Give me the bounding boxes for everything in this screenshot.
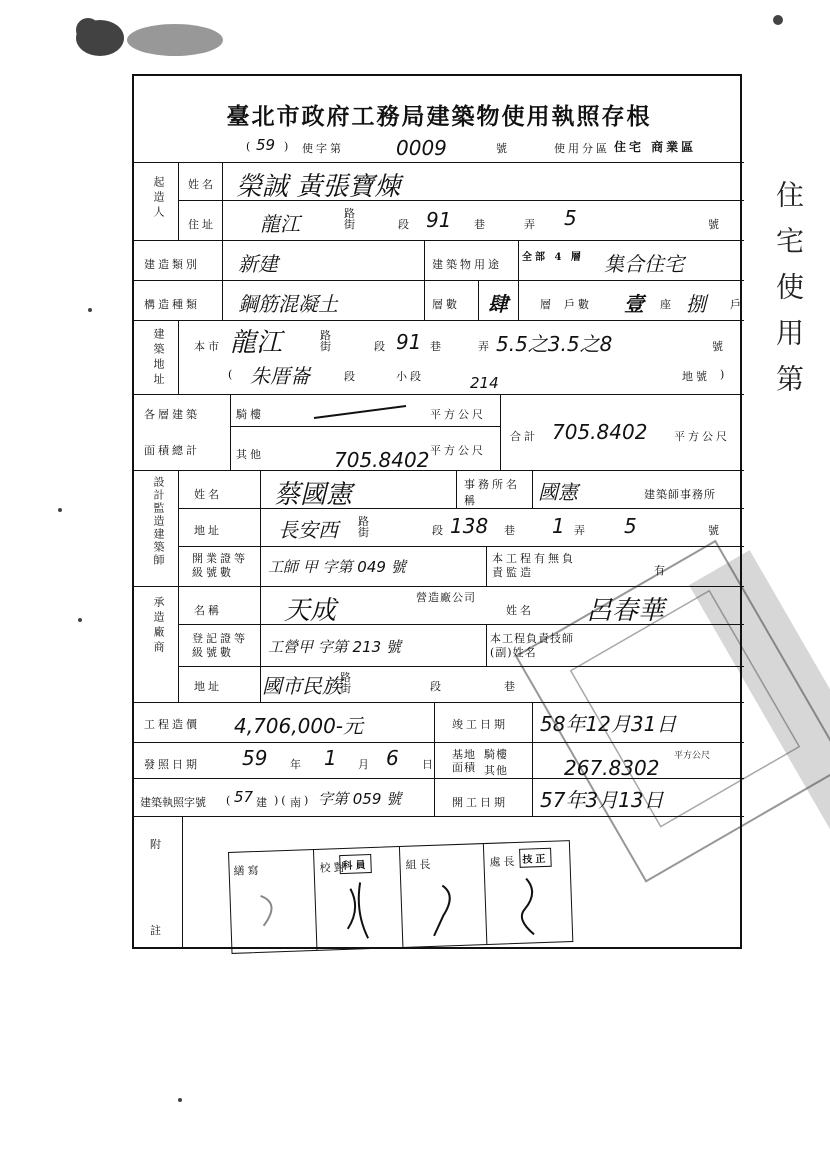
area-other-label: 其他	[236, 448, 264, 461]
permit-year: 59	[256, 136, 276, 154]
area-roof-label: 騎樓	[236, 408, 264, 421]
floor-unit: 層	[540, 298, 554, 311]
owner-lane-value: 91	[426, 208, 452, 232]
contractor-name-value: 天成	[284, 596, 337, 626]
area-other-unit: 平方公尺	[430, 444, 486, 457]
structure-label: 構造種類	[144, 298, 200, 311]
site-paren-close: )	[720, 368, 728, 381]
site-subsection: 小段	[396, 370, 424, 383]
permit-ref-number: 字第 059 號	[318, 790, 402, 808]
site-number-label: 號	[712, 340, 726, 353]
issue-month: 1	[324, 746, 337, 770]
rule	[134, 162, 744, 163]
site-road-label: 路街	[320, 329, 334, 353]
contractor-person-label: 姓名	[506, 604, 534, 617]
rule	[134, 320, 744, 321]
permit-suffix: 號	[496, 142, 510, 155]
architect-section-mark: 段	[432, 524, 446, 537]
owner-name-label: 姓名	[188, 178, 216, 191]
area-other-value: 705.8402	[334, 448, 430, 472]
permit-ref-zone: 南	[290, 796, 304, 809]
site-paren-open: (	[228, 368, 236, 381]
floors-label: 層數	[432, 298, 460, 311]
permit-ref-year: 57	[234, 788, 254, 806]
site-lot: 214	[470, 374, 499, 392]
permit-ref-kind: 建	[256, 796, 270, 809]
start-date-value: 57年3月13日	[540, 788, 664, 812]
rule	[134, 586, 744, 587]
rule	[134, 742, 744, 743]
issue-day: 6	[386, 746, 399, 770]
building-type-label: 建造類別	[144, 258, 200, 271]
area-label-line1: 各層建築	[144, 408, 200, 421]
contractor-person-value: 呂春華	[586, 596, 665, 626]
owner-address-label: 住址	[188, 218, 216, 231]
area-total-label: 合計	[510, 430, 538, 443]
area-total-unit: 平方公尺	[674, 430, 730, 443]
owner-lane-label: 巷	[474, 218, 488, 231]
contractor-section-mark: 段	[430, 680, 444, 693]
issue-day-label: 日	[422, 758, 436, 771]
contractor-reg-label: 登記證等級號數	[192, 632, 248, 659]
site-lane: 91	[396, 330, 422, 354]
permit-year-open: (	[246, 140, 254, 153]
permit-stub-form	[132, 74, 742, 949]
architect-number-label: 號	[708, 524, 722, 537]
start-date-label: 開工日期	[452, 796, 508, 809]
contractor-section-label: 承造廠商	[152, 596, 165, 656]
architect-responsible-label: 本工程有無負責監造	[492, 552, 576, 579]
architect-license-label: 開業證等級號數	[192, 552, 248, 579]
building-use-value: 集合住宅	[604, 252, 684, 276]
architect-number: 5	[624, 514, 637, 538]
site-district: 朱厝崙	[250, 364, 310, 388]
contractor-company-suffix: 營造廠公司	[416, 591, 476, 604]
site-lot-label: 地號	[682, 370, 710, 383]
contractor-address-value: 國市民族	[262, 674, 342, 698]
notes-label-bottom: 註	[150, 924, 164, 937]
rule	[518, 240, 519, 320]
architect-office-label: 事務所名稱	[464, 478, 520, 507]
rule	[178, 546, 744, 547]
site-road: 龍江	[230, 328, 283, 358]
area-total-value: 705.8402	[552, 420, 648, 444]
rule	[134, 816, 744, 817]
owner-section-mark: 段	[398, 218, 412, 231]
rule	[178, 508, 744, 509]
stamp-note-0: 科員	[339, 854, 372, 874]
rule	[182, 816, 183, 949]
contractor-name-label: 名稱	[194, 604, 222, 617]
cost-value: 4,706,000-元	[234, 714, 364, 738]
rule	[134, 702, 744, 703]
base-roof-label: 騎樓	[484, 748, 508, 761]
rule	[424, 240, 425, 320]
bleed-through-text: 住宅使用第	[772, 180, 805, 410]
rule	[222, 162, 223, 240]
rule	[178, 320, 179, 394]
owner-address-road: 龍江	[260, 212, 300, 236]
issue-label: 發照日期	[144, 758, 200, 771]
architect-alley-label: 弄	[574, 524, 588, 537]
rule	[178, 666, 744, 667]
stamp-note-1: 技正	[519, 848, 552, 868]
building-use-floor: 全部 4 層	[522, 252, 584, 263]
floors-value: 肆	[488, 292, 508, 316]
architect-office-suffix: 建築師事務所	[644, 488, 716, 501]
issue-year-label: 年	[290, 758, 304, 771]
permit-paren-close: )	[304, 794, 312, 807]
architect-road-label: 路街	[358, 515, 372, 539]
site-alley-label: 弄	[478, 340, 492, 353]
architect-name-value: 蔡國憲	[274, 480, 353, 510]
architect-lane-label: 巷	[504, 524, 518, 537]
rule	[532, 470, 533, 508]
units-value: 壹	[624, 292, 644, 316]
completion-value: 58年12月31日	[540, 712, 677, 736]
rule	[456, 470, 457, 508]
rule	[134, 280, 744, 281]
units-label: 戶數	[564, 298, 592, 311]
building-unit: 座	[660, 298, 674, 311]
architect-lane: 138	[450, 514, 489, 538]
permit-prefix: 使字第	[302, 142, 344, 155]
owner-number-label: 號	[708, 218, 722, 231]
permit-number: 0009	[396, 136, 447, 160]
architect-address-label: 地址	[194, 524, 222, 537]
rule	[134, 394, 744, 395]
contractor-engineer-label: 本工程負責技師(副)姓名	[490, 632, 574, 659]
contractor-address-label: 地址	[194, 680, 222, 693]
architect-responsible-value: 有	[654, 564, 668, 577]
contractor-lane-label: 巷	[504, 680, 518, 693]
rule	[230, 426, 500, 427]
base-area-value: 267.8302	[564, 756, 660, 780]
rule	[486, 546, 487, 586]
base-area-label: 基地面積	[452, 748, 476, 774]
rule	[134, 240, 744, 241]
issue-month-label: 月	[358, 758, 372, 771]
stamp-header-2: 組長	[405, 857, 434, 872]
site-city: 本市	[194, 340, 222, 353]
structure-value: 鋼筋混凝土	[238, 292, 338, 316]
architect-alley: 1	[552, 514, 565, 538]
building-use-label: 建築物用途	[432, 258, 502, 271]
owner-section-label: 起造人	[152, 176, 165, 221]
rule	[532, 702, 533, 816]
completion-label: 竣工日期	[452, 718, 508, 731]
contractor-reg-value: 工營甲 字第 213 號	[268, 638, 401, 656]
owner-alley-label: 弄	[524, 218, 538, 231]
permit-year-close: )	[284, 140, 292, 153]
site-section2: 段	[344, 370, 358, 383]
stamp-header-0: 繕寫	[233, 863, 262, 878]
issue-year: 59	[242, 746, 268, 770]
contractor-road-label: 路街	[340, 671, 354, 695]
owner-road-label: 路街	[344, 207, 358, 231]
form-title: 臺北市政府工務局建築物使用執照存根	[226, 103, 652, 130]
usage-zone-label: 使用分區	[554, 142, 610, 155]
site-section-label: 段	[374, 340, 388, 353]
architect-office-value: 國憲	[538, 480, 578, 504]
approval-stamp-box	[228, 840, 573, 954]
base-other-label: 其他	[484, 764, 508, 777]
rule	[478, 280, 479, 320]
area-label-line2: 面積總計	[144, 444, 200, 457]
site-label: 建築地址	[152, 328, 165, 388]
rule	[178, 470, 179, 702]
site-lane-label: 巷	[430, 340, 444, 353]
owner-number-value: 5	[564, 206, 577, 230]
permit-paren-open: (	[226, 794, 234, 807]
cost-label: 工程造價	[144, 718, 200, 731]
area-roof-unit: 平方公尺	[430, 408, 486, 421]
base-area-unit: 平方公尺	[674, 751, 711, 761]
owner-name-value: 榮誠 黃張寶煉	[236, 172, 401, 202]
signature-marks	[229, 841, 572, 953]
rule	[222, 240, 223, 320]
household-unit: 戶	[730, 298, 744, 311]
architect-section-label: 設計監造建築師	[152, 476, 165, 567]
units-count: 捌	[686, 292, 706, 316]
permit-number-label: 建築執照字號	[140, 796, 206, 809]
rule	[134, 470, 744, 471]
area-roof-dash	[310, 402, 410, 422]
stamp-header-1: 校對	[319, 860, 348, 875]
site-numbers: 5.5之3.5之8	[496, 332, 613, 356]
architect-address-road: 長安西	[278, 518, 338, 542]
permit-paren-mid: )(	[274, 794, 289, 807]
rule	[486, 624, 487, 666]
rule	[230, 394, 231, 470]
architect-license-value: 工師 甲 字第 049 號	[268, 558, 406, 576]
rule	[500, 394, 501, 470]
building-type-value: 新建	[238, 252, 278, 276]
notes-label-top: 附	[150, 838, 164, 851]
usage-zone-value: 住宅 商業區	[614, 140, 697, 154]
rule	[178, 162, 179, 240]
rule	[260, 470, 261, 702]
stamp-header-3: 處長	[489, 854, 518, 869]
architect-name-label: 姓名	[194, 488, 222, 501]
